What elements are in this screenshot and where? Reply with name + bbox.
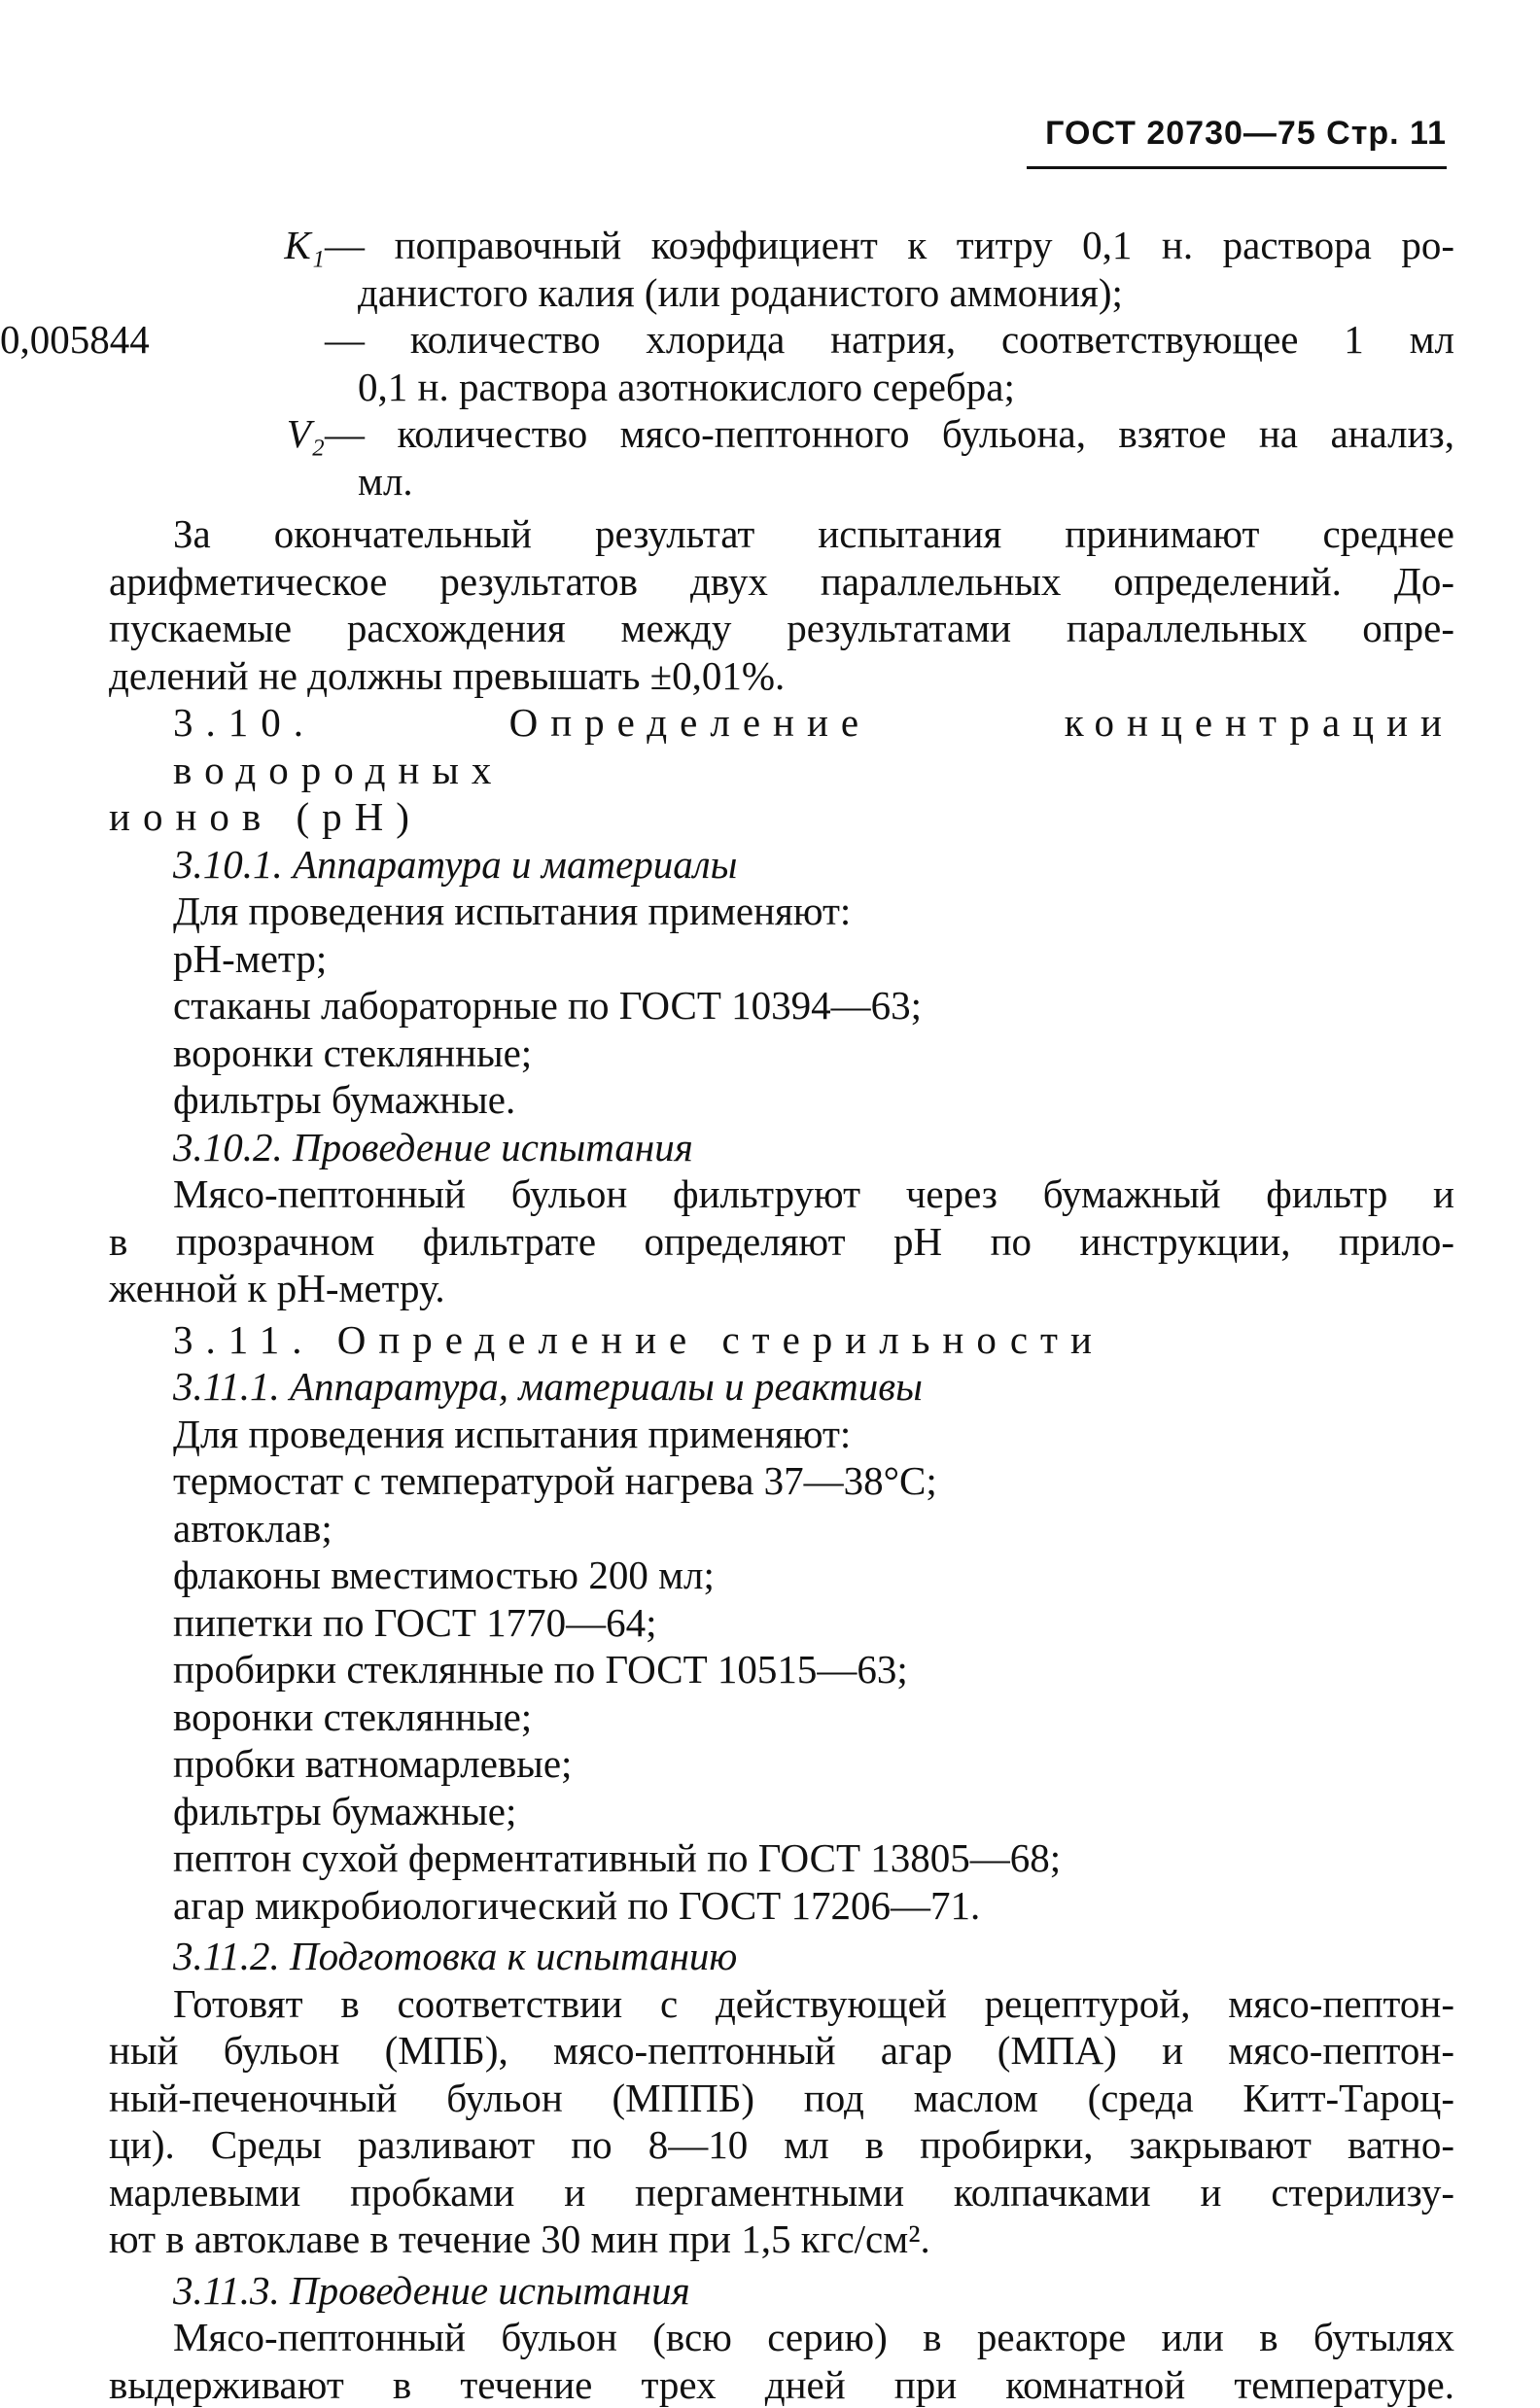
legend-line: 0,1 н. раствора азотнокислого серебра;	[358, 364, 1015, 409]
list-item: Для проведения испытания применяют:	[173, 889, 852, 933]
section-3-11-3-title: 3.11.3. Проведение испытания	[173, 2267, 690, 2313]
section-3-11-1-title: 3.11.1. Аппаратура, материалы и реактивы	[173, 1364, 923, 1409]
list-item: пипетки по ГОСТ 1770—64;	[173, 1599, 657, 1645]
list-item: фильтры бумажные;	[173, 1788, 517, 1833]
list-item: пептон сухой ферментативный по ГОСТ 13805—68;	[173, 1835, 1062, 1880]
section-3-10-1-title: 3.10.1. Аппаратура и материалы	[173, 841, 738, 887]
list-item: стаканы лабораторные по ГОСТ 10394—63;	[173, 983, 923, 1028]
section-3-11-2-title: 3.11.2. Подготовка к испытанию	[173, 1934, 738, 1978]
section-3-11-3-text: Мясо-пептонный бульон (всю серию) в реакторе или в бутылях выдерживают в течение трех дней при комнатной температуре.	[109, 2315, 1454, 2407]
list-item: термостат с температурой нагрева 37—38°С;	[173, 1458, 937, 1503]
equipment-list-3-11	[109, 1411, 1454, 1930]
legend-row	[0, 316, 1454, 410]
list-item: пробки ватномарлевые;	[173, 1741, 573, 1786]
section-3-10-2-title: 3.10.2. Проведение испытания	[173, 1124, 693, 1169]
section-3-10-title: 3.10. Определение концентрации водородных ионов (pH)	[109, 700, 1454, 839]
list-item: pH-метр;	[173, 935, 328, 981]
page-content	[0, 222, 1454, 2408]
list-item: пробирки стеклянные по ГОСТ 10515—63;	[173, 1647, 908, 1692]
legend-row	[109, 222, 1454, 316]
legend-symbol: V₂	[286, 411, 325, 456]
list-item: автоклав;	[173, 1505, 332, 1551]
page-header: ГОСТ 20730—75 Стр. 11	[1027, 115, 1447, 169]
list-item: воронки стеклянные;	[173, 1693, 533, 1739]
legend-row	[109, 410, 1454, 505]
list-item: флаконы вместимостью 200 мл;	[173, 1553, 715, 1597]
legend-symbol: 0,005844	[0, 317, 150, 362]
section-3-10-2-text: Мясо-пептонный бульон фильтруют через бумажный фильтр и в прозрачном фильтрате определяют pH по инструкции, прило- женной к pH-метру.	[109, 1171, 1454, 1310]
legend-line: — количество мясо-пептонного бульона, взятое на анализ,	[325, 411, 1454, 456]
legend-line: — поправочный коэффициент к титру 0,1 н. раствора ро-	[325, 223, 1454, 267]
legend-line: мл.	[358, 458, 413, 504]
legend-line: данистого калия (или роданистого аммония);	[358, 269, 1123, 315]
list-item: воронки стеклянные;	[173, 1030, 533, 1075]
section-3-11-2-text: Готовят в соответствии с действующей рецептурой, мясо-пептон- ный бульон (МПБ), мясо-пептонный агар (МПА) и мясо-пептон- ный-печеночный бульон (МППБ) под маслом (среда Китт-Тароц- ци). Среды разливают по 8—10 мл в пробирки, закрывают ватно- марлевыми пробками и пергаментными колпачками и стерилизу- ют в автоклаве в течение 30 мин при 1,5 кгс/см².	[109, 1980, 1454, 2261]
section-3-11-title: 3.11. Определение стерильности	[173, 1316, 1104, 1362]
list-item: Для проведения испытания применяют:	[173, 1411, 852, 1456]
list-item: агар микробиологический по ГОСТ 17206—71.	[173, 1882, 981, 1928]
final-result-paragraph: За окончательный результат испытания принимают среднее арифметическое результатов двух параллельных определений. До- пускаемые расхождения между результатами параллельных опре- делений не должны превышать ±0,01%.	[109, 511, 1454, 698]
legend-symbol: K₁	[284, 223, 325, 267]
equipment-list-3-10	[109, 888, 1454, 1124]
list-item: фильтры бумажные.	[173, 1077, 516, 1122]
legend-line: — количество хлорида натрия, соответствующее 1 мл	[325, 317, 1454, 362]
